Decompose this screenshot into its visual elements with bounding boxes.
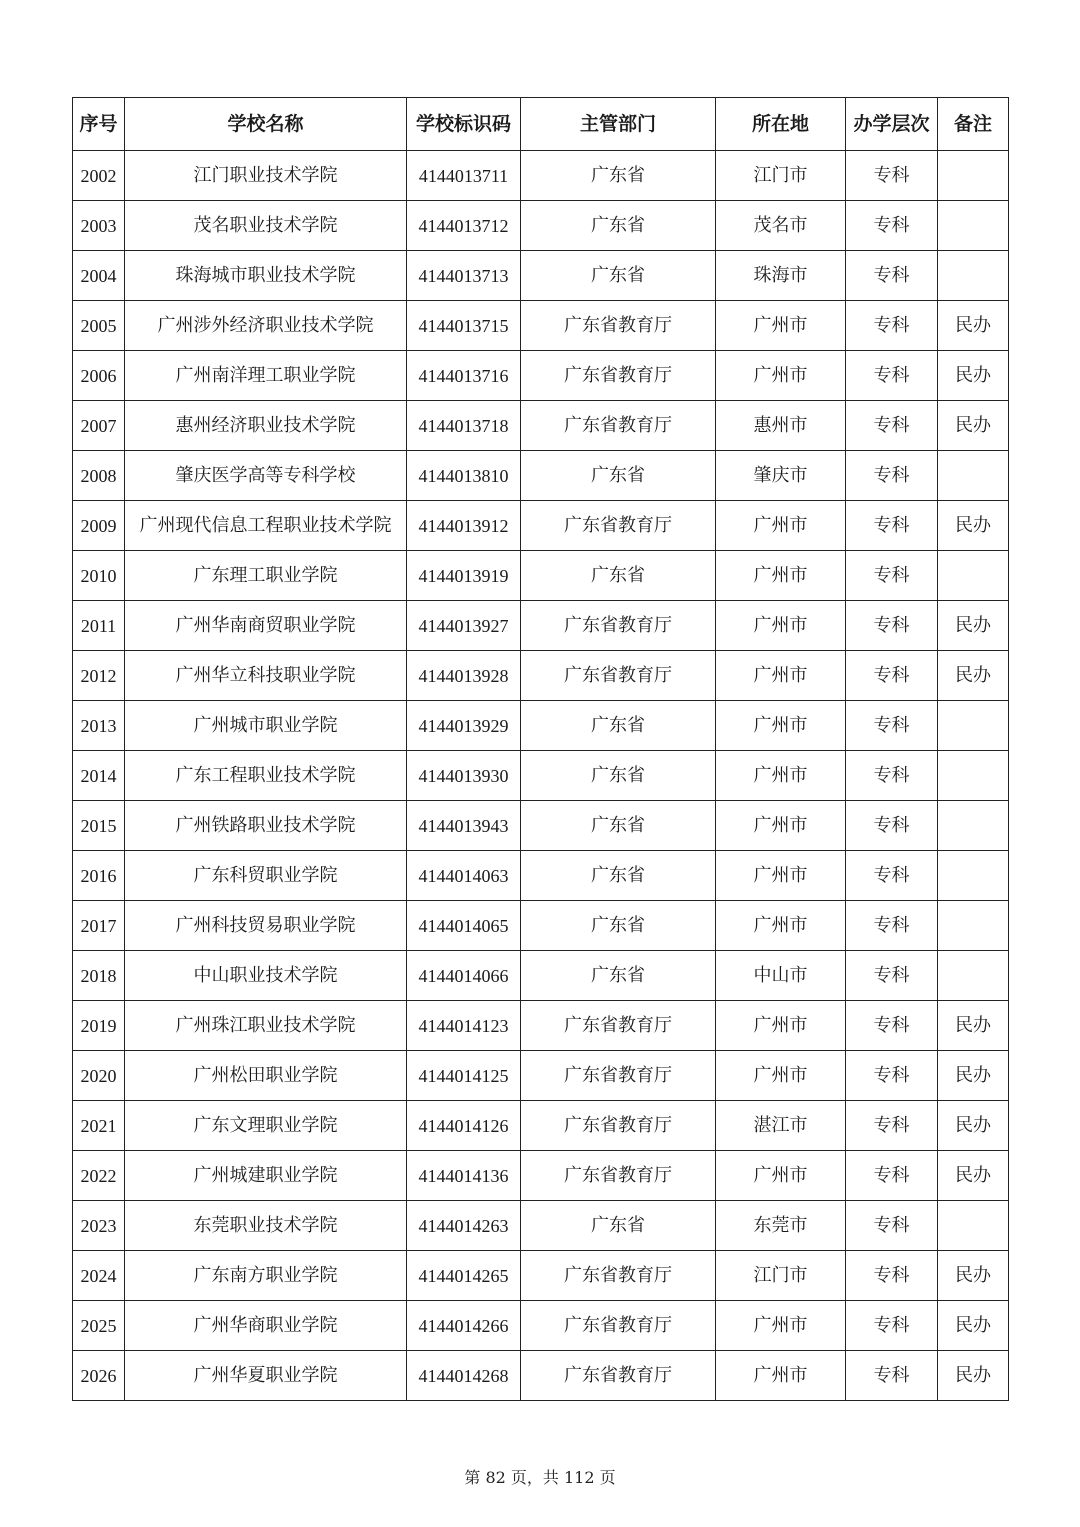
table-row [73, 351, 1009, 401]
cell-school-name: 茂名职业技术学院 [125, 201, 407, 251]
cell-location: 广州市 [716, 351, 846, 401]
cell-department: 广东省教育厅 [521, 1351, 716, 1401]
cell-school-name: 广州珠江职业技术学院 [125, 1001, 407, 1051]
cell-school-code: 4144013919 [407, 551, 521, 601]
cell-school-code: 4144013716 [407, 351, 521, 401]
cell-department: 广东省教育厅 [521, 1101, 716, 1151]
cell-index: 2002 [73, 151, 125, 201]
cell-location: 中山市 [716, 951, 846, 1001]
table-body [73, 151, 1009, 1401]
cell-school-name: 广州城建职业学院 [125, 1151, 407, 1201]
cell-school-name: 广东工程职业技术学院 [125, 751, 407, 801]
cell-school-name: 广州华南商贸职业学院 [125, 601, 407, 651]
table-row [73, 401, 1009, 451]
cell-index: 2021 [73, 1101, 125, 1151]
cell-index: 2020 [73, 1051, 125, 1101]
cell-remark [938, 751, 1009, 801]
cell-school-name: 广州现代信息工程职业技术学院 [125, 501, 407, 551]
cell-school-code: 4144013713 [407, 251, 521, 301]
cell-department: 广东省 [521, 801, 716, 851]
cell-remark [938, 201, 1009, 251]
table-row [73, 701, 1009, 751]
cell-school-name: 惠州经济职业技术学院 [125, 401, 407, 451]
cell-department: 广东省教育厅 [521, 401, 716, 451]
cell-index: 2014 [73, 751, 125, 801]
cell-location: 广州市 [716, 901, 846, 951]
cell-location: 广州市 [716, 701, 846, 751]
cell-level: 专科 [846, 251, 938, 301]
table-row [73, 1351, 1009, 1401]
cell-department: 广东省 [521, 251, 716, 301]
school-list-table [72, 97, 1009, 1401]
cell-school-name: 广州城市职业学院 [125, 701, 407, 751]
cell-index: 2026 [73, 1351, 125, 1401]
cell-remark: 民办 [938, 1051, 1009, 1101]
table-row [73, 601, 1009, 651]
cell-remark: 民办 [938, 301, 1009, 351]
table-row [73, 1051, 1009, 1101]
header-cell-level: 办学层次 [846, 98, 938, 151]
cell-school-code: 4144013928 [407, 651, 521, 701]
cell-level: 专科 [846, 401, 938, 451]
cell-remark [938, 801, 1009, 851]
cell-level: 专科 [846, 601, 938, 651]
cell-remark: 民办 [938, 351, 1009, 401]
cell-school-code: 4144014268 [407, 1351, 521, 1401]
cell-department: 广东省教育厅 [521, 501, 716, 551]
cell-school-code: 4144014125 [407, 1051, 521, 1101]
cell-remark: 民办 [938, 601, 1009, 651]
cell-index: 2005 [73, 301, 125, 351]
cell-school-code: 4144014065 [407, 901, 521, 951]
page-number-footer: 第 82 页，共 112 页 [464, 1468, 616, 1487]
cell-location: 广州市 [716, 1151, 846, 1201]
cell-school-code: 4144013715 [407, 301, 521, 351]
cell-remark [938, 1201, 1009, 1251]
cell-level: 专科 [846, 951, 938, 1001]
cell-school-name: 珠海城市职业技术学院 [125, 251, 407, 301]
cell-level: 专科 [846, 501, 938, 551]
cell-remark [938, 551, 1009, 601]
cell-department: 广东省 [521, 551, 716, 601]
table-row [73, 951, 1009, 1001]
cell-school-code: 4144013810 [407, 451, 521, 501]
cell-location: 广州市 [716, 1051, 846, 1101]
cell-department: 广东省 [521, 151, 716, 201]
cell-school-name: 广东理工职业学院 [125, 551, 407, 601]
cell-level: 专科 [846, 801, 938, 851]
cell-department: 广东省教育厅 [521, 1051, 716, 1101]
cell-remark: 民办 [938, 1001, 1009, 1051]
table-row [73, 1001, 1009, 1051]
cell-school-name: 广州涉外经济职业技术学院 [125, 301, 407, 351]
cell-index: 2017 [73, 901, 125, 951]
cell-level: 专科 [846, 1051, 938, 1101]
cell-school-name: 广州华商职业学院 [125, 1301, 407, 1351]
cell-index: 2009 [73, 501, 125, 551]
header-cell-school-name: 学校名称 [125, 98, 407, 151]
cell-remark: 民办 [938, 1301, 1009, 1351]
cell-location: 广州市 [716, 851, 846, 901]
cell-level: 专科 [846, 851, 938, 901]
cell-remark [938, 951, 1009, 1001]
cell-index: 2024 [73, 1251, 125, 1301]
cell-department: 广东省 [521, 951, 716, 1001]
cell-school-name: 东莞职业技术学院 [125, 1201, 407, 1251]
cell-school-name: 江门职业技术学院 [125, 151, 407, 201]
cell-school-name: 广州华立科技职业学院 [125, 651, 407, 701]
cell-department: 广东省教育厅 [521, 1001, 716, 1051]
header-row [73, 98, 1009, 151]
cell-level: 专科 [846, 1151, 938, 1201]
cell-level: 专科 [846, 1301, 938, 1351]
cell-school-code: 4144014136 [407, 1151, 521, 1201]
cell-level: 专科 [846, 301, 938, 351]
cell-school-code: 4144014265 [407, 1251, 521, 1301]
cell-location: 茂名市 [716, 201, 846, 251]
header-cell-index: 序号 [73, 98, 125, 151]
cell-level: 专科 [846, 1251, 938, 1301]
table-row [73, 151, 1009, 201]
cell-location: 广州市 [716, 551, 846, 601]
cell-school-code: 4144014066 [407, 951, 521, 1001]
table-row [73, 501, 1009, 551]
cell-department: 广东省 [521, 701, 716, 751]
table-row [73, 801, 1009, 851]
cell-remark: 民办 [938, 401, 1009, 451]
cell-department: 广东省 [521, 451, 716, 501]
cell-school-name: 广东南方职业学院 [125, 1251, 407, 1301]
cell-index: 2019 [73, 1001, 125, 1051]
cell-index: 2018 [73, 951, 125, 1001]
header-cell-department: 主管部门 [521, 98, 716, 151]
cell-department: 广东省教育厅 [521, 351, 716, 401]
cell-index: 2007 [73, 401, 125, 451]
cell-index: 2003 [73, 201, 125, 251]
cell-school-code: 4144013912 [407, 501, 521, 551]
cell-school-name: 广州科技贸易职业学院 [125, 901, 407, 951]
cell-location: 广州市 [716, 1351, 846, 1401]
cell-location: 广州市 [716, 1301, 846, 1351]
cell-remark [938, 901, 1009, 951]
cell-level: 专科 [846, 1201, 938, 1251]
cell-department: 广东省 [521, 201, 716, 251]
cell-school-code: 4144013930 [407, 751, 521, 801]
table-row [73, 301, 1009, 351]
cell-school-code: 4144013711 [407, 151, 521, 201]
cell-school-name: 中山职业技术学院 [125, 951, 407, 1001]
cell-index: 2015 [73, 801, 125, 851]
cell-school-name: 广州南洋理工职业学院 [125, 351, 407, 401]
cell-location: 惠州市 [716, 401, 846, 451]
cell-remark: 民办 [938, 501, 1009, 551]
cell-location: 广州市 [716, 301, 846, 351]
cell-school-name: 广州华夏职业学院 [125, 1351, 407, 1401]
table-row [73, 1151, 1009, 1201]
table-header [73, 98, 1009, 151]
header-cell-school-code: 学校标识码 [407, 98, 521, 151]
cell-school-name: 广州松田职业学院 [125, 1051, 407, 1101]
cell-level: 专科 [846, 351, 938, 401]
cell-index: 2023 [73, 1201, 125, 1251]
cell-remark [938, 851, 1009, 901]
cell-department: 广东省教育厅 [521, 651, 716, 701]
cell-index: 2010 [73, 551, 125, 601]
cell-location: 广州市 [716, 801, 846, 851]
cell-department: 广东省 [521, 851, 716, 901]
cell-school-code: 4144014266 [407, 1301, 521, 1351]
table-row [73, 901, 1009, 951]
cell-remark: 民办 [938, 1101, 1009, 1151]
cell-location: 珠海市 [716, 251, 846, 301]
table-row [73, 651, 1009, 701]
cell-school-name: 广州铁路职业技术学院 [125, 801, 407, 851]
cell-index: 2016 [73, 851, 125, 901]
cell-level: 专科 [846, 551, 938, 601]
cell-department: 广东省教育厅 [521, 1151, 716, 1201]
cell-school-code: 4144013712 [407, 201, 521, 251]
cell-remark [938, 701, 1009, 751]
cell-index: 2025 [73, 1301, 125, 1351]
cell-level: 专科 [846, 451, 938, 501]
cell-school-name: 广东文理职业学院 [125, 1101, 407, 1151]
cell-school-name: 肇庆医学高等专科学校 [125, 451, 407, 501]
cell-department: 广东省教育厅 [521, 601, 716, 651]
cell-level: 专科 [846, 1001, 938, 1051]
cell-school-code: 4144014126 [407, 1101, 521, 1151]
cell-location: 广州市 [716, 751, 846, 801]
cell-school-code: 4144013929 [407, 701, 521, 751]
table-row [73, 1301, 1009, 1351]
cell-location: 广州市 [716, 501, 846, 551]
cell-remark [938, 251, 1009, 301]
cell-remark [938, 151, 1009, 201]
cell-school-code: 4144014263 [407, 1201, 521, 1251]
cell-location: 广州市 [716, 651, 846, 701]
cell-school-code: 4144014123 [407, 1001, 521, 1051]
cell-school-code: 4144013718 [407, 401, 521, 451]
cell-department: 广东省教育厅 [521, 1251, 716, 1301]
cell-department: 广东省 [521, 901, 716, 951]
cell-department: 广东省 [521, 1201, 716, 1251]
table-row [73, 851, 1009, 901]
cell-level: 专科 [846, 1351, 938, 1401]
cell-location: 江门市 [716, 151, 846, 201]
cell-department: 广东省 [521, 751, 716, 801]
cell-index: 2011 [73, 601, 125, 651]
cell-location: 湛江市 [716, 1101, 846, 1151]
cell-level: 专科 [846, 1101, 938, 1151]
cell-department: 广东省教育厅 [521, 301, 716, 351]
table-row [73, 751, 1009, 801]
table-row [73, 1101, 1009, 1151]
table-row [73, 551, 1009, 601]
cell-level: 专科 [846, 151, 938, 201]
cell-school-code: 4144013943 [407, 801, 521, 851]
table-row [73, 1251, 1009, 1301]
cell-location: 江门市 [716, 1251, 846, 1301]
cell-remark: 民办 [938, 1251, 1009, 1301]
cell-index: 2008 [73, 451, 125, 501]
cell-school-code: 4144013927 [407, 601, 521, 651]
cell-level: 专科 [846, 701, 938, 751]
cell-department: 广东省教育厅 [521, 1301, 716, 1351]
cell-level: 专科 [846, 651, 938, 701]
table-row [73, 1201, 1009, 1251]
cell-index: 2004 [73, 251, 125, 301]
cell-index: 2012 [73, 651, 125, 701]
table-row [73, 451, 1009, 501]
cell-location: 广州市 [716, 1001, 846, 1051]
table-row [73, 201, 1009, 251]
cell-location: 肇庆市 [716, 451, 846, 501]
cell-remark [938, 451, 1009, 501]
cell-level: 专科 [846, 751, 938, 801]
cell-level: 专科 [846, 901, 938, 951]
cell-remark: 民办 [938, 651, 1009, 701]
cell-level: 专科 [846, 201, 938, 251]
cell-index: 2006 [73, 351, 125, 401]
cell-index: 2022 [73, 1151, 125, 1201]
table-row [73, 251, 1009, 301]
header-cell-remark: 备注 [938, 98, 1009, 151]
cell-remark: 民办 [938, 1351, 1009, 1401]
cell-index: 2013 [73, 701, 125, 751]
cell-location: 广州市 [716, 601, 846, 651]
cell-location: 东莞市 [716, 1201, 846, 1251]
cell-remark: 民办 [938, 1151, 1009, 1201]
cell-school-code: 4144014063 [407, 851, 521, 901]
cell-school-name: 广东科贸职业学院 [125, 851, 407, 901]
header-cell-location: 所在地 [716, 98, 846, 151]
